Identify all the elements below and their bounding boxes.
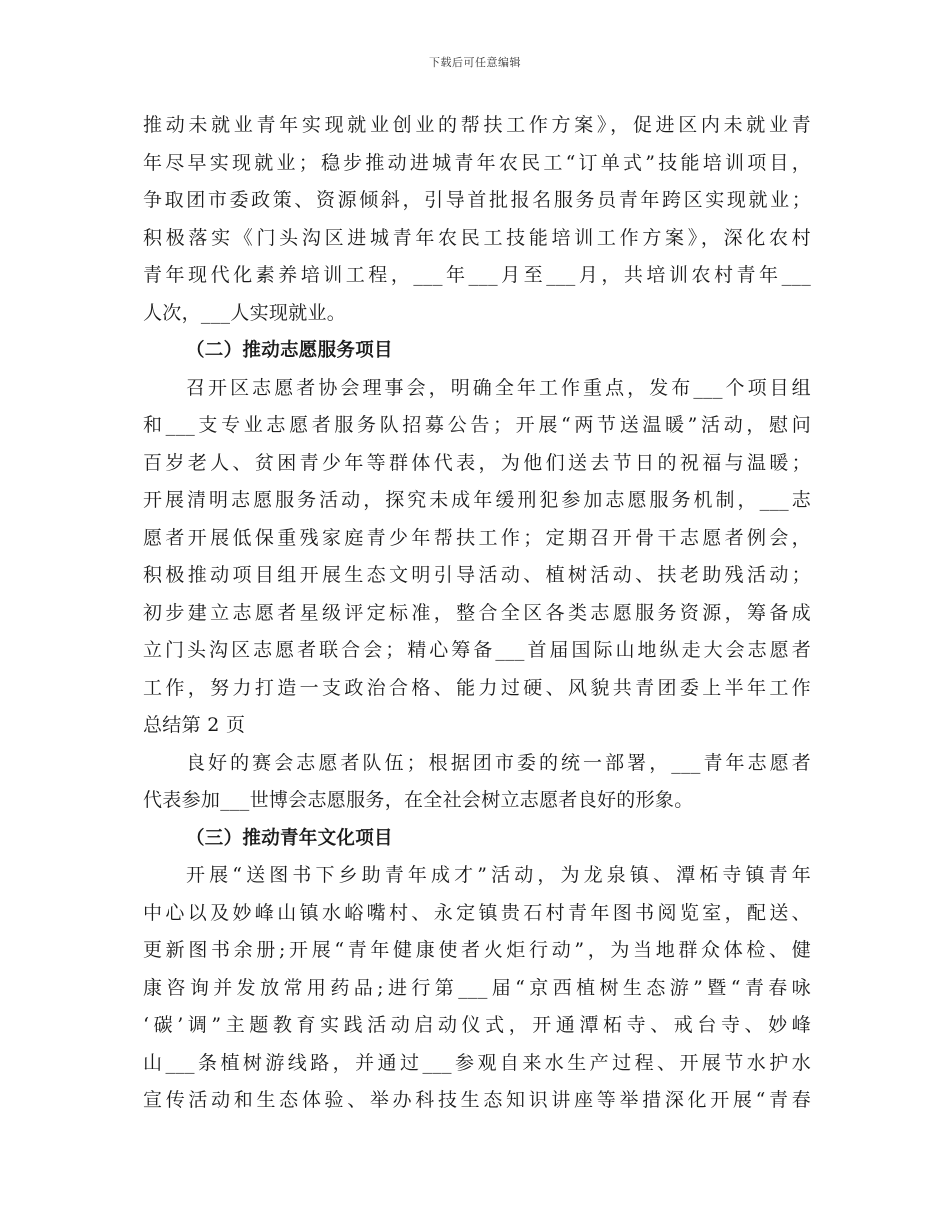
text-line: 立门头沟区志愿者联合会；精心筹备___首届国际山地纵走大会志愿者: [143, 639, 811, 661]
text-line: 青年现代化素养培训工程，___年___月至___月，共培训农村青年___: [143, 264, 811, 286]
text-line: 开展清明志愿服务活动，探究未成年缓刑犯参加志愿服务机制，___志: [143, 489, 811, 511]
text-line: 人次，___人实现就业。: [143, 301, 347, 324]
text-line: 争取团市委政策、资源倾斜，引导首批报名服务员青年跨区实现就业；: [143, 189, 811, 211]
text-line: 山___条植树游线路，并通过___参观自来水生产过程、开展节水护水: [143, 1051, 811, 1074]
document-body: [143, 107, 811, 1120]
text-line: 积极落实《门头沟区进城青年农民工技能培训工作方案》，深化农村: [143, 226, 811, 249]
text-line: 召开区志愿者协会理事会，明确全年工作重点，发布___个项目组: [186, 376, 811, 399]
section-heading: （三）推动青年文化项目: [186, 827, 393, 849]
text-line: 开展“送图书下乡助青年成才”活动，为龙泉镇、潭柘寺镇青年: [186, 864, 811, 886]
text-line: 百岁老人、贫困青少年等群体代表，为他们送去节日的祝福与温暖；: [143, 451, 811, 474]
text-line: 初步建立志愿者星级评定标准，整合全区各类志愿服务资源，筹备成: [143, 601, 811, 624]
text-line: 愿者开展低保重残家庭青少年帮扶工作；定期召开骨干志愿者例会，: [143, 526, 811, 549]
page-header: 下载后可任意编辑: [429, 56, 521, 69]
text-line: 总结第 2 页: [143, 714, 246, 736]
text-line: 中心以及妙峰山镇水峪嘴村、永定镇贵石村青年图书阅览室，配送、: [143, 901, 811, 924]
text-line: 积极推动项目组开展生态文明引导活动、植树活动、扶老助残活动；: [143, 564, 811, 586]
text-line: 和___支专业志愿者服务队招募公告；开展“两节送温暖”活动，慰问: [143, 414, 811, 436]
text-line: 宣传活动和生态体验、举办科技生态知识讲座等举措深化开展“青春: [143, 1089, 811, 1111]
text-line: 良好的赛会志愿者队伍；根据团市委的统一部署，___青年志愿者: [186, 751, 811, 774]
text-line: 推动未就业青年实现就业创业的帮扶工作方案》，促进区内未就业青: [143, 114, 811, 136]
text-line: 代表参加___世博会志愿服务，在全社会树立志愿者良好的形象。: [143, 789, 694, 811]
text-line: 年尽早实现就业；稳步推动进城青年农民工“订单式”技能培训项目，: [143, 151, 811, 174]
text-line: 更新图书余册;开展“青年健康使者火炬行动”，为当地群众体检、健: [143, 939, 811, 961]
section-heading: （二）推动志愿服务项目: [186, 340, 393, 361]
text-line: ‘碳’调”主题教育实践活动启动仪式，开通潭柘寺、戒台寺、妙峰: [143, 1014, 811, 1036]
text-line: 康咨询并发放常用药品;进行第___届“京西植树生态游”暨“青春咏: [143, 976, 811, 999]
text-line: 工作，努力打造一支政治合格、能力过硬、风貌共青团委上半年工作: [143, 676, 811, 699]
